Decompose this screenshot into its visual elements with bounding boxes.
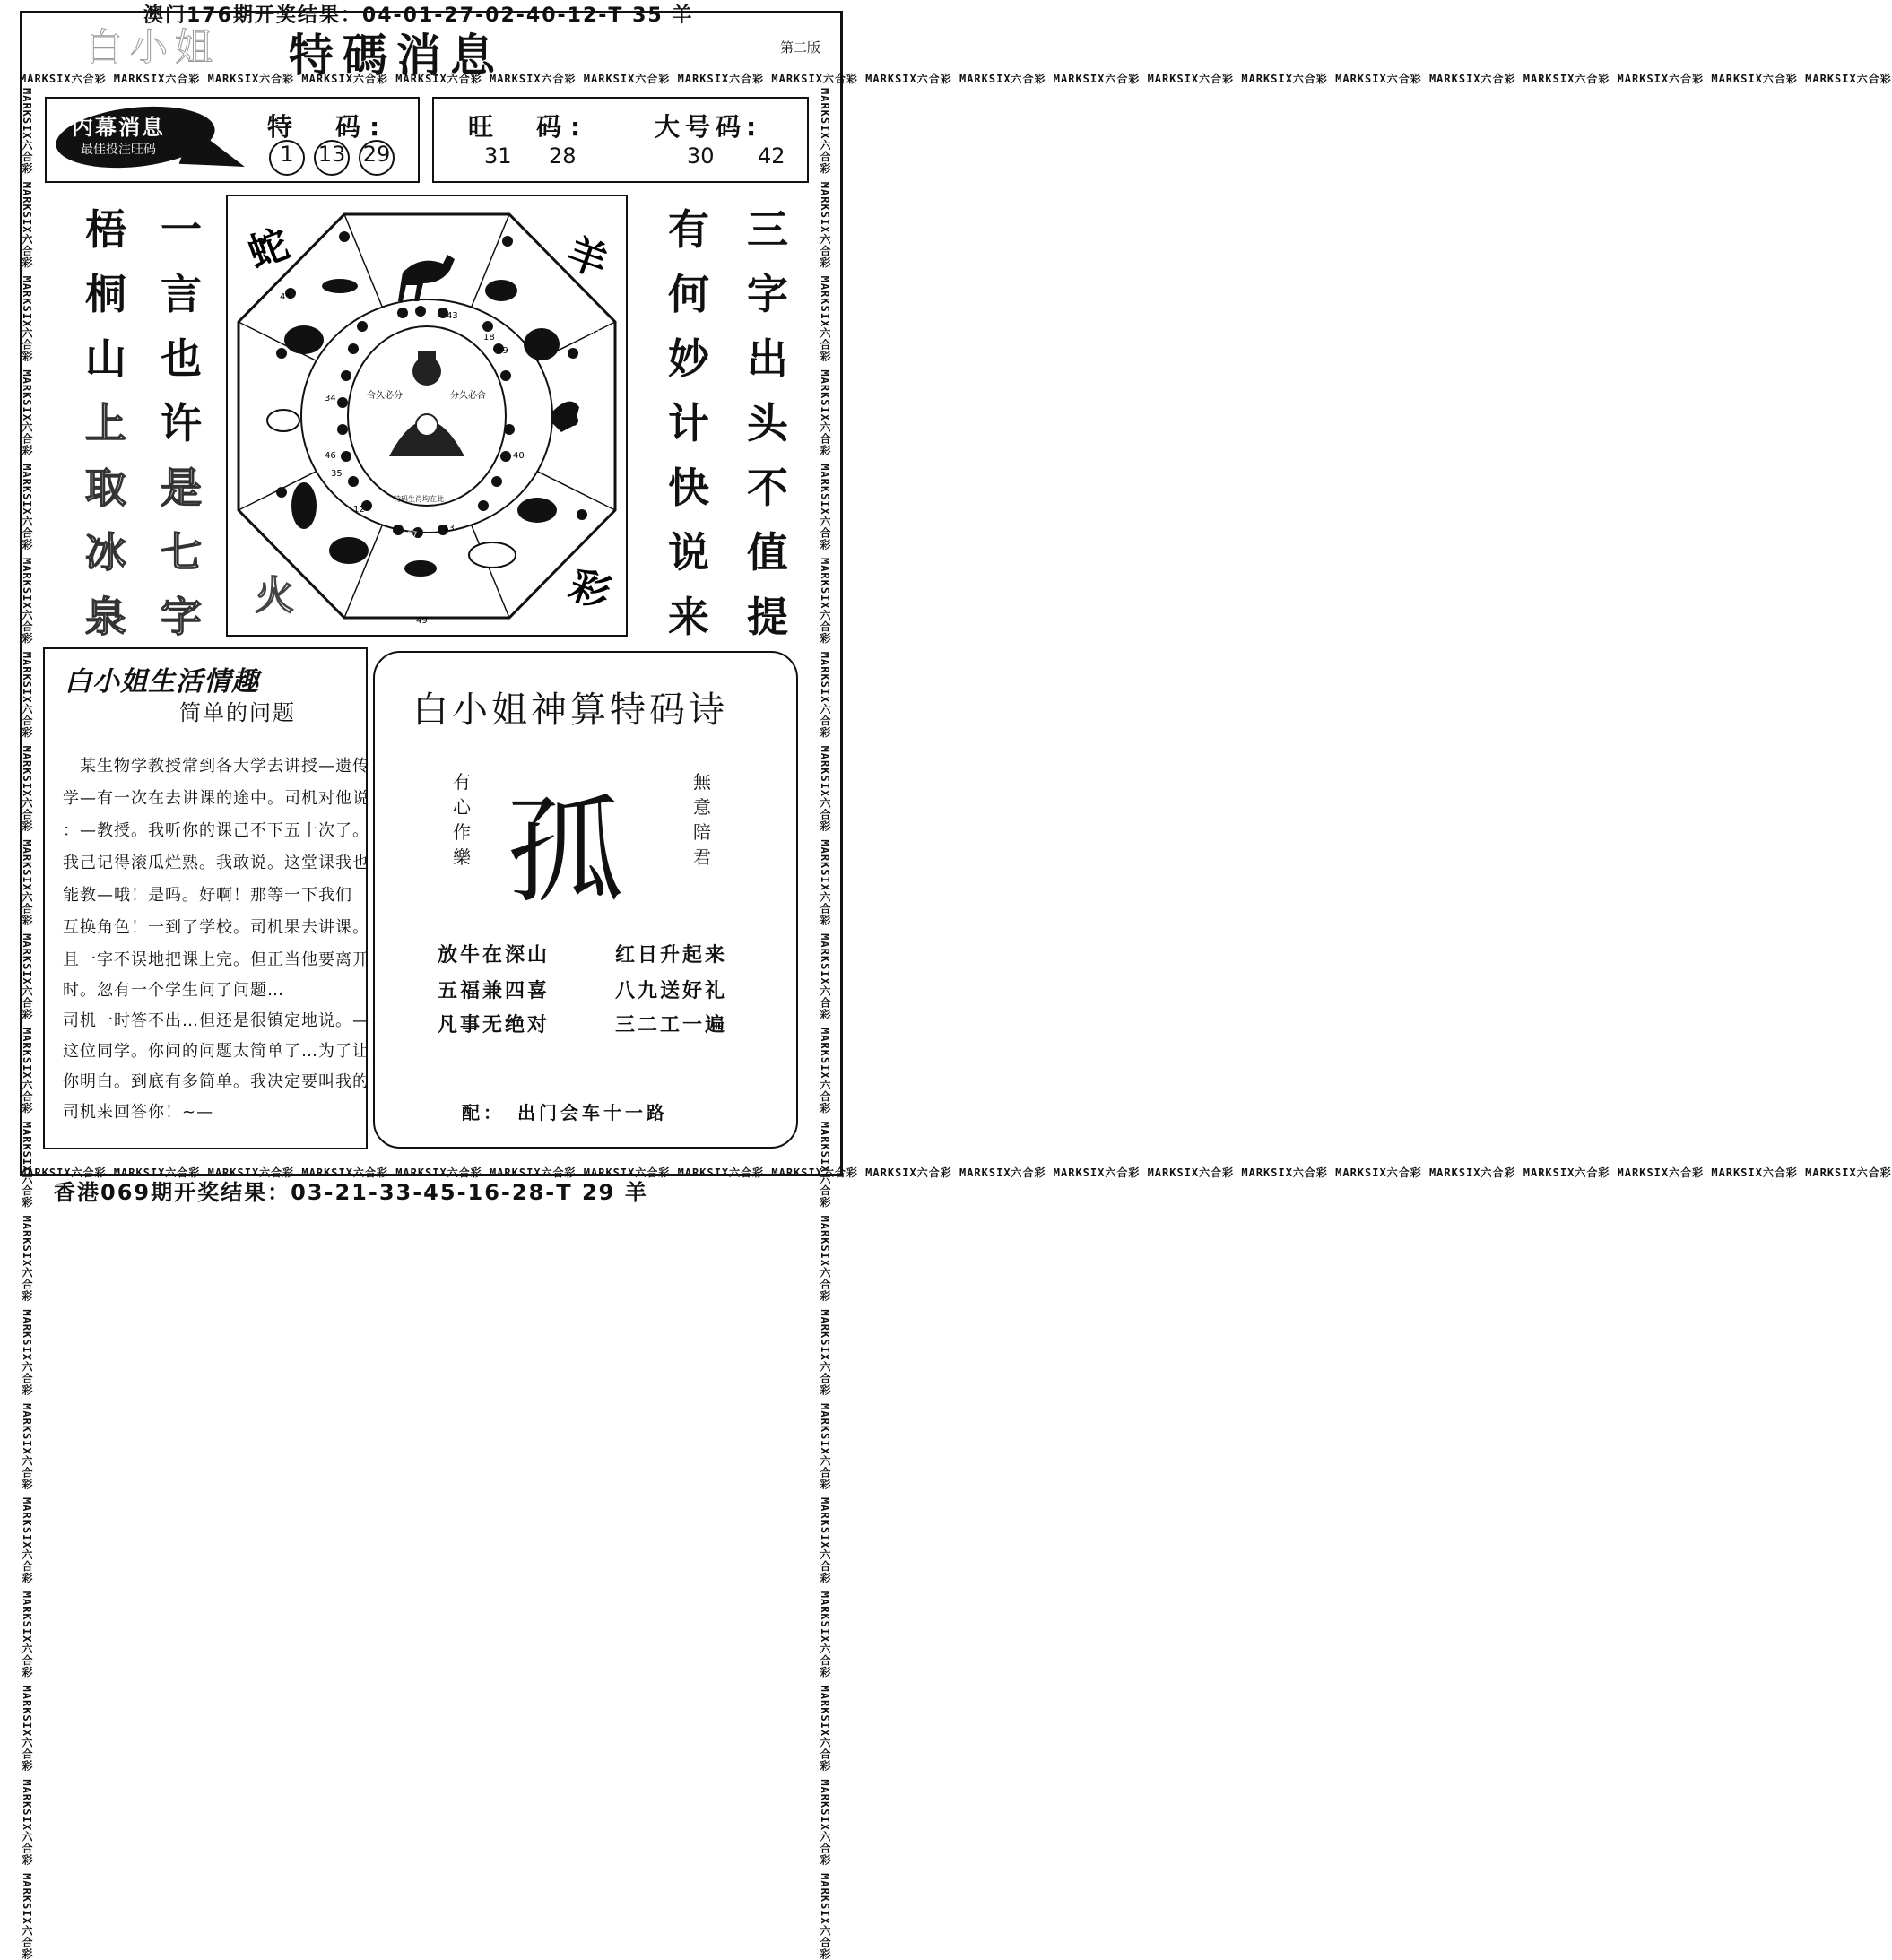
bl-char: 火 [255,573,294,619]
center-caption: 特码生肖均在此 [394,495,444,503]
inside-news-title: 内幕消息 [72,115,165,140]
story-line: 互换角色！一到了学校。司机果去讲课。 [63,918,369,937]
ox-icon [329,537,369,564]
verse-right-2: 八九送好礼 [615,980,728,1002]
rat-icon [404,560,437,577]
rooster-icon [552,402,579,432]
svg-text:37: 37 [407,531,418,540]
hot-number-2: 28 [549,143,577,169]
svg-text:18: 18 [483,333,495,343]
right-column-2: 三 字 出 头 不 值 提 [747,205,788,641]
story-line: 某生物学教授常到各大学去讲授—遗传 [63,757,369,776]
poem-title: 白小姐神算特码诗 [412,689,728,731]
center-right: 分久必合 [450,391,486,401]
zodiac-panel [226,195,628,637]
special-number-3: 29 [359,140,395,176]
special-label: 特 码: [267,112,389,142]
story-title: 白小姐生活情趣 [65,666,259,698]
story-line: 学—有一次在去讲课的途中。司机对他说 [63,789,369,808]
story-subtitle: 简单的问题 [179,700,296,725]
ghost-title: 白小姐 [85,25,221,69]
tr-char: 羊 [560,230,614,287]
big-number-2: 42 [758,143,785,169]
pig-icon [469,542,516,568]
hot-number-1: 31 [484,143,512,169]
horse-icon [398,255,455,301]
marksix-band-left: MARKSIX六合彩 MARKSIX六合彩 MARKSIX六合彩 MARKSIX六合彩 MARKSIX六合彩 MARKSIX六合彩 MARKSIX六合彩 MARKSIX六合彩 MARKSIX六合彩 MARKSIX六合彩 MARKSIX六合彩 MARKSIX六合彩 MARKSIX六合彩 MARKSIX六合彩 MARKSIX六合彩 MARKSIX六合彩 MARKSIX六合彩 MARKSIX六合彩 MARKSIX六合彩 MARKSIX六合彩 [21,88,33,1960]
inside-news-subtitle: 最佳投注旺码 [81,143,156,157]
svg-text:5: 5 [555,289,560,297]
big-label: 大号码: [655,112,762,142]
tl-char: 蛇 [242,221,296,278]
zodiac-wheel [228,196,626,635]
verse-left-2: 五福兼四喜 [438,980,551,1002]
verse-right-1: 红日升起来 [615,944,728,967]
svg-text:43: 43 [447,311,458,321]
svg-text:45: 45 [280,292,291,302]
dragon-icon [284,325,324,354]
svg-text:49: 49 [416,616,428,626]
marksix-band-bottom: MARKSIX六合彩 MARKSIX六合彩 MARKSIX六合彩 MARKSIX六合彩 MARKSIX六合彩 MARKSIX六合彩 MARKSIX六合彩 MARKSIX六合彩 MARKSIX六合彩 MARKSIX六合彩 MARKSIX六合彩 MARKSIX六合彩 MARKSIX六合彩 MARKSIX六合彩 MARKSIX六合彩 MARKSIX六合彩 MARKSIX六合彩 MARKSIX六合彩 MARKSIX六合彩 MARKSIX六合彩 [20,1166,1892,1179]
dog-icon [517,498,557,523]
svg-text:40: 40 [513,451,525,461]
masthead-title: 特碼消息 [289,29,504,82]
story-line: 我己记得滚瓜烂熟。我敢说。这堂课我也 [63,854,369,872]
marksix-band-top: MARKSIX六合彩 MARKSIX六合彩 MARKSIX六合彩 MARKSIX六合彩 MARKSIX六合彩 MARKSIX六合彩 MARKSIX六合彩 MARKSIX六合彩 MARKSIX六合彩 MARKSIX六合彩 MARKSIX六合彩 MARKSIX六合彩 MARKSIX六合彩 MARKSIX六合彩 MARKSIX六合彩 MARKSIX六合彩 MARKSIX六合彩 MARKSIX六合彩 MARKSIX六合彩 MARKSIX六合彩 [20,73,1892,85]
svg-text:35: 35 [331,469,343,479]
right-column-1: 有 何 妙 计 快 说 来 [668,205,709,641]
monkey-icon [524,328,560,360]
goat-icon [485,280,517,301]
svg-text:12: 12 [353,505,365,515]
poem-big-char: 孤 [507,783,624,919]
story-line: 这位同学。你问的问题太简单了…为了让 [63,1042,369,1061]
svg-text:29: 29 [497,346,508,356]
svg-text:40: 40 [328,233,338,241]
br-char: 彩 [563,561,617,619]
left-column-2: 一 言 也 许 是 七 字 [161,205,202,641]
marksix-band-right: MARKSIX六合彩 MARKSIX六合彩 MARKSIX六合彩 MARKSIX六合彩 MARKSIX六合彩 MARKSIX六合彩 MARKSIX六合彩 MARKSIX六合彩 MARKSIX六合彩 MARKSIX六合彩 MARKSIX六合彩 MARKSIX六合彩 MARKSIX六合彩 MARKSIX六合彩 MARKSIX六合彩 MARKSIX六合彩 MARKSIX六合彩 MARKSIX六合彩 MARKSIX六合彩 MARKSIX六合彩 [819,88,831,1960]
svg-text:34: 34 [325,394,336,403]
bottom-result-line: 香港069期开奖结果：03-21-33-45-16-28-T 29 羊 [54,1180,648,1205]
snake-icon [322,279,358,293]
top-result-line: 澳门176期开奖结果：04-01-27-02-40-12-T 35 羊 [143,4,694,27]
svg-text:46: 46 [325,451,336,461]
big-number-1: 30 [687,143,715,169]
hot-label: 旺 码: [468,112,590,142]
poem-footer: 配： 出门会车十一路 [462,1102,668,1123]
story-line: 司机一时答不出…但还是很镇定地说。— [63,1011,369,1030]
special-number-1: 1 [269,140,305,176]
poem-right-vertical: 無 意 陪 君 [693,771,711,868]
svg-text:17: 17 [591,329,601,337]
tiger-icon [291,482,317,529]
poem-left-vertical: 有 心 作 樂 [453,771,471,868]
rabbit-icon [267,410,299,431]
svg-text:13: 13 [443,524,455,533]
story-line: 能教—哦！是吗。好啊！那等一下我们 [63,886,352,905]
verse-left-1: 放牛在深山 [438,944,551,967]
story-line: 你明白。到底有多简单。我决定要叫我的 [63,1072,369,1091]
story-line: ：—教授。我听你的课己不下五十次了。 [63,821,369,840]
center-left: 合久必分 [367,391,403,401]
story-line: 司机来回答你！~— [63,1103,214,1122]
special-number-2: 13 [314,140,350,176]
edition-label: 第二版 [780,39,821,56]
verse-left-3: 凡事无绝对 [438,1014,551,1036]
verse-right-3: 三二工一遍 [615,1014,728,1036]
left-column-1: 梧 桐 山 上 取 冰 泉 [85,205,126,641]
story-line: 且一字不误地把课上完。但正当他要离开 [63,950,369,969]
story-line: 时。忽有一个学生问了问题… [63,981,284,1000]
